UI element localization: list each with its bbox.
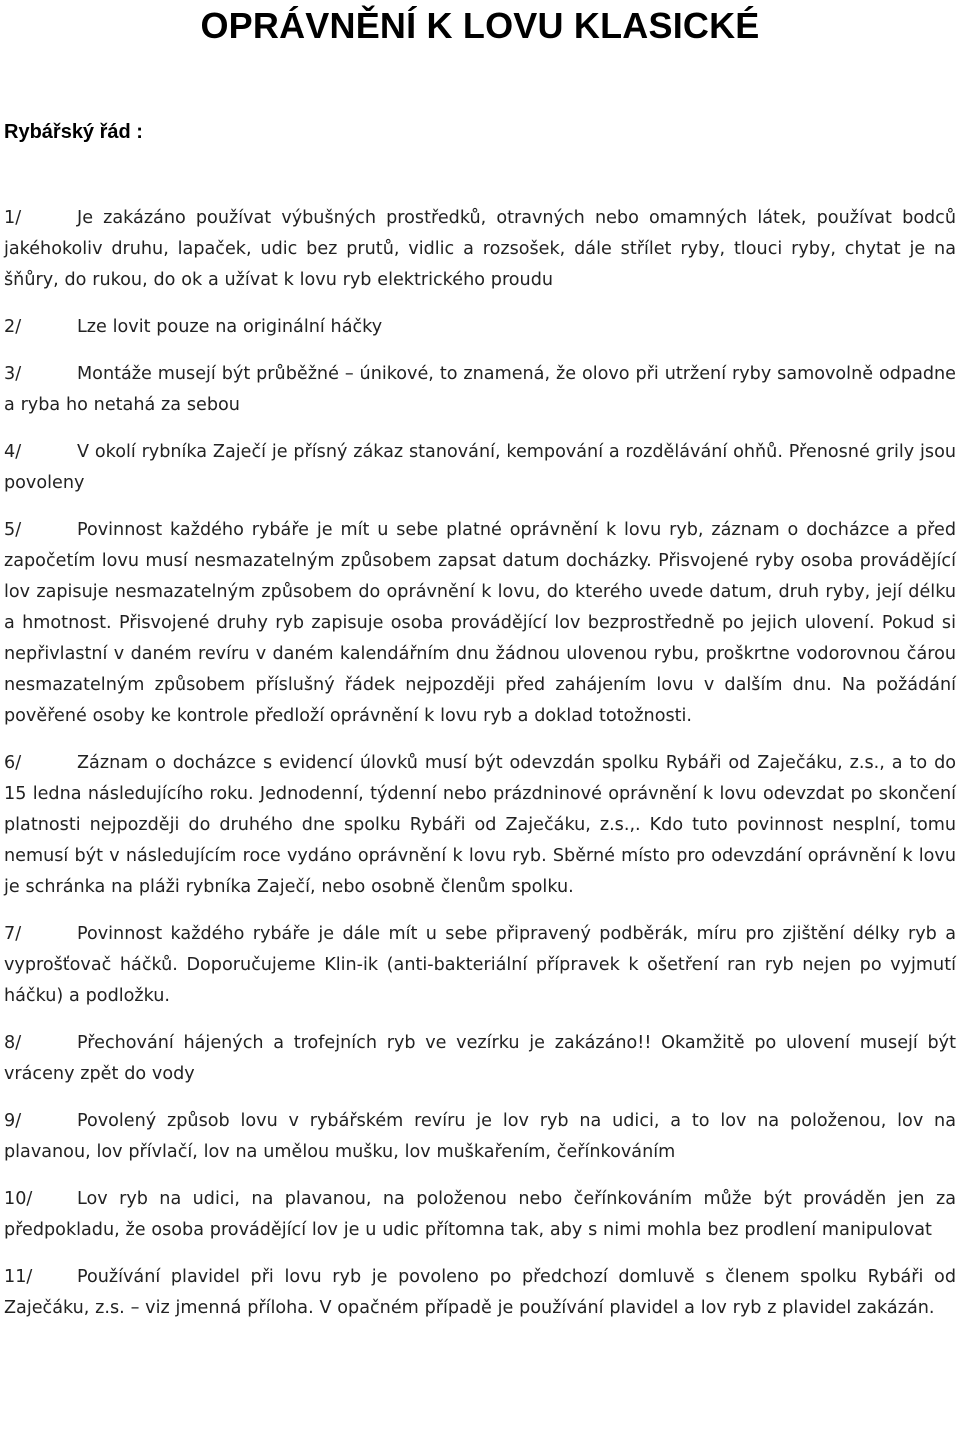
rule-4	[4, 437, 956, 499]
rule-text: Lze lovit pouze na originální háčky	[77, 317, 383, 337]
rule-number: 5/	[4, 520, 22, 540]
rules-list	[4, 203, 956, 1340]
rule-11	[4, 1262, 956, 1324]
document-page	[4, 0, 956, 1318]
rule-number: 10/	[4, 1189, 33, 1209]
rule-2	[4, 312, 956, 343]
rule-text: Záznam o docházce s evidencí úlovků musí být odevzdán spolku Rybáři od Zaječáku, z.s., a to do 15 ledna následujícího roku. Jednodenní, týdenní nebo prázdninové oprávnění k lovu odevzdat po skončení platnosti nejpozději do druhého dne spolku Rybáři od Zaječáku, z.s.,. Kdo tuto povinnost nesplní, tomu nemusí být v následujícím roce vydáno oprávnění k lovu ryb. Sběrné místo pro odevzdání oprávnění k lovu je schránka na pláži rybníka Zaječí, nebo osobně členům spolku.	[4, 753, 956, 897]
rule-5	[4, 515, 956, 732]
rule-10	[4, 1184, 956, 1246]
rule-number: 9/	[4, 1111, 22, 1131]
document-title: OPRÁVNĚNÍ K LOVU KLASICKÉ	[200, 5, 760, 46]
rule-text: Používání plavidel při lovu ryb je povoleno po předchozí domluvě s členem spolku Rybáři od Zaječáku, z.s. – viz jmenná příloha. V opačném případě je používání plavidel a lov ryb z plavidel zakázán.	[4, 1267, 956, 1318]
rule-6	[4, 748, 956, 903]
rule-text: Přechování hájených a trofejních ryb ve vezírku je zakázáno!! Okamžitě po ulovení musejí být vráceny zpět do vody	[4, 1033, 956, 1084]
rule-text: Je zakázáno používat výbušných prostředků, otravných nebo omamných látek, používat bodců jakéhokoliv druhu, lapaček, udic bez prutů, vidlic a rozsošek, dále střílet ryby, tlouci ryby, chytat je na šňůry, do rukou, do ok a užívat k lovu ryb elektrického proudu	[4, 208, 956, 290]
rule-number: 8/	[4, 1033, 22, 1053]
rule-text: Povolený způsob lovu v rybářském revíru je lov ryb na udici, a to lov na položenou, lov na plavanou, lov přívlačí, lov na umělou mušku, lov muškařením, čeřínkováním	[4, 1111, 956, 1162]
rule-number: 3/	[4, 364, 22, 384]
rule-number: 11/	[4, 1267, 33, 1287]
rule-3	[4, 359, 956, 421]
rule-8	[4, 1028, 956, 1090]
rule-number: 4/	[4, 442, 22, 462]
rule-text: Montáže musejí být průběžné – únikové, to znamená, že olovo při utržení ryby samovolně odpadne a ryba ho netahá za sebou	[4, 364, 956, 415]
rule-text: V okolí rybníka Zaječí je přísný zákaz stanování, kempování a rozdělávání ohňů. Přenosné grily jsou povoleny	[4, 442, 956, 493]
rule-number: 2/	[4, 317, 22, 337]
rule-9	[4, 1106, 956, 1168]
rule-number: 6/	[4, 753, 22, 773]
rule-text: Povinnost každého rybáře je dále mít u sebe připravený podběrák, míru pro zjištění délky ryb a vyprošťovač háčků. Doporučujeme Klin-ik (anti-bakteriální přípravek k ošetření ran ryb nejen po vyjmutí háčku) a podložku.	[4, 924, 956, 1006]
section-heading: Rybářský řád :	[4, 121, 143, 143]
rule-7	[4, 919, 956, 1012]
rule-number: 1/	[4, 208, 22, 228]
rule-number: 7/	[4, 924, 22, 944]
rule-1	[4, 203, 956, 296]
rule-text: Povinnost každého rybáře je mít u sebe platné oprávnění k lovu ryb, záznam o docházce a před započetím lovu musí nesmazatelným způsobem zapsat datum docházky. Přisvojené ryby osoba provádějící lov zapisuje nesmazatelným způsobem do oprávnění k lovu, do kterého uvede datum, druh ryby, její délku a hmotnost. Přisvojené druhy ryb zapisuje osoba provádějící lov bezprostředně po jejich ulovení. Pokud si nepřivlastní v daném revíru v daném kalendářním dnu žádnou ulovenou rybu, proškrtne vodorovnou čárou nesmazatelným způsobem příslušný řádek nejpozději před zahájením lovu v dalším dnu. Na požádání pověřené osoby ke kontrole předloží oprávnění k lovu ryb a doklad totožnosti.	[4, 520, 956, 726]
rule-text: Lov ryb na udici, na plavanou, na položenou nebo čeřínkováním může být prováděn jen za předpokladu, že osoba provádějící lov je u udic přítomna tak, aby s nimi mohla bez prodlení manipulovat	[4, 1189, 956, 1240]
